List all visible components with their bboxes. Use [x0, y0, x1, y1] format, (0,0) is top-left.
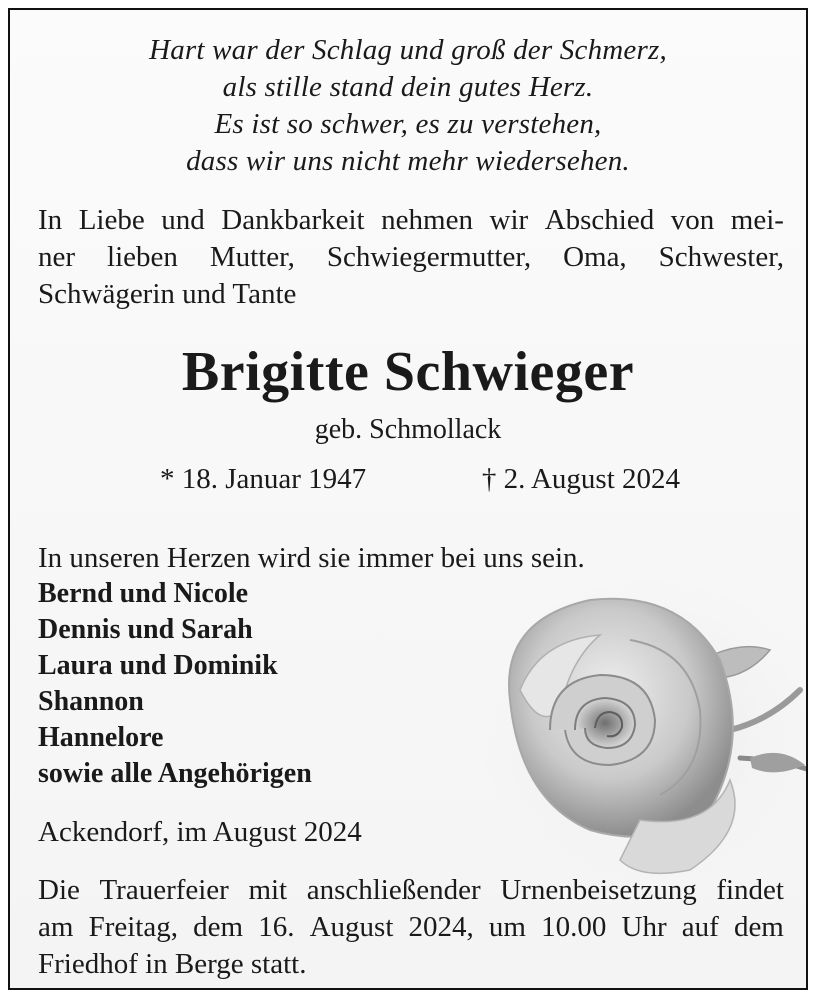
word: findet: [716, 874, 784, 906]
poem: [10, 32, 806, 180]
life-dates: [160, 461, 680, 497]
closing-line: In unseren Herzen wird sie immer bei uns sein.: [38, 542, 585, 574]
mourner: Dennis und Sarah: [38, 614, 253, 645]
word: In: [38, 204, 63, 236]
word: 2024,: [408, 911, 474, 943]
mourner: Laura und Dominik: [38, 650, 278, 681]
word: Oma,: [563, 241, 627, 273]
place-date: Ackendorf, im August 2024: [38, 816, 362, 848]
word: August: [309, 911, 394, 943]
rose-image: [480, 580, 808, 880]
intro-text: [38, 202, 784, 313]
word: Trauerfeier: [99, 874, 229, 906]
mourner: sowie alle Angehörigen: [38, 758, 312, 789]
word: anschließender: [306, 874, 481, 906]
word: um: [488, 911, 526, 943]
word: dem: [733, 911, 784, 943]
word: mei-: [730, 204, 784, 236]
mourner: Hannelore: [38, 722, 164, 753]
word: dem: [193, 911, 244, 943]
word: Abschied: [544, 204, 655, 236]
intro-line-2: [38, 239, 784, 276]
word: am: [38, 911, 74, 943]
word: Urnenbeisetzung: [500, 874, 697, 906]
poem-line: als stille stand dein gutes Herz.: [222, 71, 594, 103]
obituary-notice: [8, 8, 808, 990]
word: wir: [489, 204, 529, 236]
word: nehmen: [381, 204, 473, 236]
birth-date: * 18. Januar 1947: [160, 463, 367, 495]
word: Liebe: [78, 204, 145, 236]
word: Dankbarkeit: [221, 204, 365, 236]
word: und: [161, 204, 205, 236]
mourner: Bernd und Nicole: [38, 578, 249, 609]
poem-line: dass wir uns nicht mehr wiedersehen.: [186, 145, 630, 177]
word: Schwester,: [658, 241, 784, 273]
funeral-service-info: [38, 872, 784, 983]
word: Mutter,: [209, 241, 295, 273]
birth-name: geb. Schmollack: [314, 414, 502, 445]
mourner: Shannon: [38, 686, 144, 717]
word: ner: [38, 241, 76, 273]
word: Schwiegermutter,: [326, 241, 532, 273]
service-line-3: Friedhof in Berge statt.: [38, 948, 307, 980]
word: Die: [38, 874, 80, 906]
word: von: [670, 204, 715, 236]
deceased-name: Brigitte Schwieger: [181, 341, 635, 403]
word: auf: [681, 911, 719, 943]
service-line-1: [38, 872, 784, 909]
poem-line: Hart war der Schlag und groß der Schmerz,: [149, 34, 667, 66]
poem-line: Es ist so schwer, es zu verstehen,: [214, 108, 602, 140]
death-date: † 2. August 2024: [481, 463, 680, 495]
intro-line-1: [38, 202, 784, 239]
word: 16.: [258, 911, 295, 943]
word: Uhr: [621, 911, 667, 943]
word: mit: [248, 874, 288, 906]
mourners-list: [38, 576, 312, 792]
word: Freitag,: [88, 911, 178, 943]
word: lieben: [107, 241, 178, 273]
intro-line-3: Schwägerin und Tante: [38, 278, 297, 310]
word: 10.00: [541, 911, 607, 943]
service-line-2: [38, 909, 784, 946]
